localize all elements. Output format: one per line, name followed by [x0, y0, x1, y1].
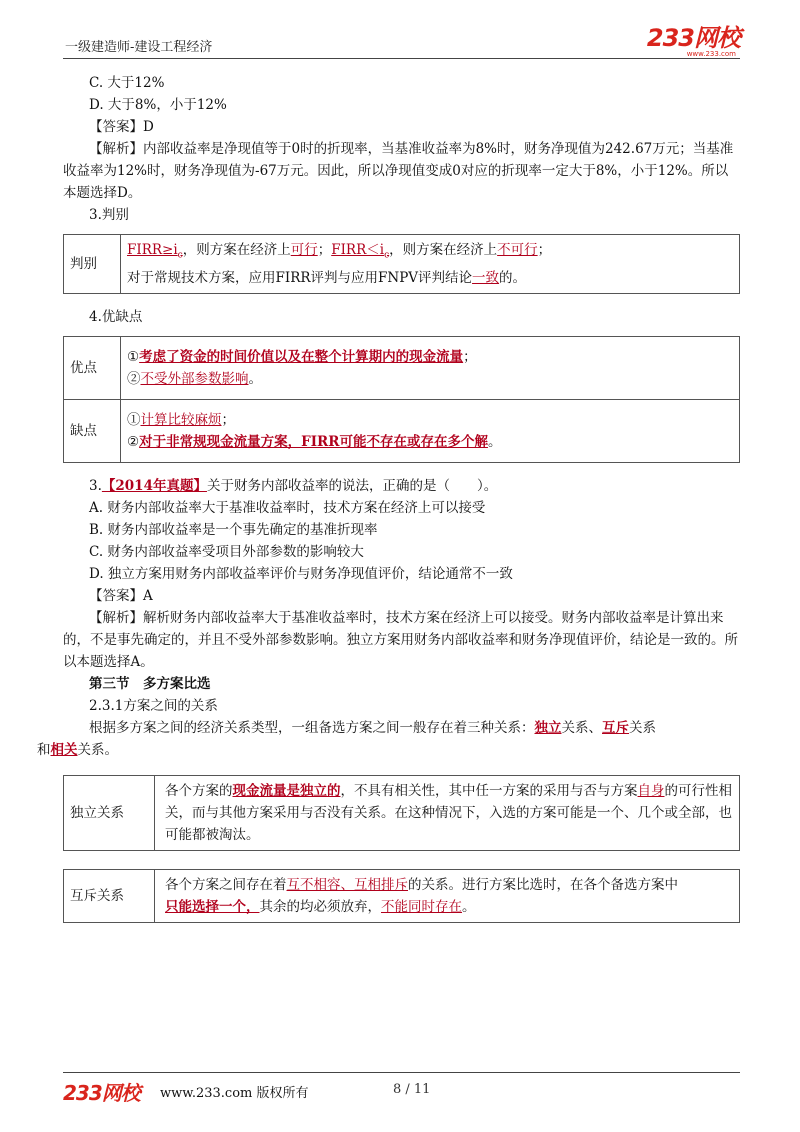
- text: 。: [462, 898, 476, 915]
- analysis-2: [63, 607, 740, 673]
- footer-site: www.233.com 版权所有: [160, 1086, 309, 1101]
- option-d: D. 大于8%，小于12%: [89, 97, 227, 113]
- intro-paragraph: [37, 717, 740, 761]
- sep: 。: [248, 370, 262, 387]
- q3-option-b: B. 财务内部收益率是一个事先确定的基准折现率: [89, 521, 378, 538]
- num: ①: [127, 348, 140, 365]
- pro-2: 不受外部参数影响: [140, 370, 249, 387]
- pros-content: [121, 336, 740, 399]
- proscons-table: [63, 336, 740, 463]
- judge-text: ，则方案在经济上: [182, 242, 291, 258]
- intro-text: 根据多方案之间的经济关系类型，一组备选方案之间一般存在着三种关系：: [89, 719, 535, 736]
- q3-option-d: D. 独立方案用财务内部收益率评价与财务净现值评价，结论通常不一致: [89, 565, 513, 582]
- highlight: 不能同时存在: [381, 898, 462, 915]
- analysis-text: 内部收益率是净现值等于0时的折现率，当基准收益率为8%时，财务净现值为242.67万元；当基准收益率为12%时，财务净现值为-67万元。因此，所以净现值变成0对应的折现率一定大于8%，小于12%。所以本题选择D。: [63, 141, 734, 201]
- page-header: [63, 24, 740, 59]
- infeasible-text: 不可行: [497, 242, 538, 258]
- question-text: 关于财务内部收益率的说法，正确的是（ ）。: [206, 477, 498, 494]
- sep: ；: [221, 411, 235, 428]
- intro-text: 关系: [629, 719, 656, 736]
- cons-label: 缺点: [64, 399, 121, 462]
- highlight: 现金流量是独立的: [232, 782, 341, 799]
- page-content: [37, 72, 740, 935]
- highlight: 互不相容、互相排斥: [286, 876, 408, 893]
- mutex-table: [63, 869, 740, 923]
- option-c: C. 大于12%: [89, 75, 165, 91]
- page-number: 8 / 11: [393, 1082, 431, 1097]
- num: ②: [127, 433, 140, 450]
- judge-label: 判别: [64, 235, 121, 294]
- independent-label: 独立关系: [64, 775, 155, 850]
- sep: ；: [537, 242, 552, 258]
- num: ②: [127, 370, 141, 387]
- q3-option-a: A. 财务内部收益率大于基准收益率时，技术方案在经济上可以接受: [89, 499, 486, 516]
- pro-1: 考虑了资金的时间价值以及在整个计算期内的现金流量: [139, 348, 464, 365]
- sep: ；: [317, 242, 332, 258]
- highlight: 自身: [637, 782, 665, 799]
- feasible-text: 可行: [290, 242, 318, 258]
- answer-1: 【答案】D: [89, 119, 154, 135]
- exam-tag: 【2014年真题】: [101, 477, 207, 494]
- text: 的可行性相关，而与其他方案采用与否没有关系。在这种情况下，入选的方案可能是一个、几个或全部，也可能都被淘汰。: [165, 782, 732, 843]
- analysis-tag: 【解析】: [89, 141, 143, 157]
- judge-content: [121, 235, 740, 294]
- intro-text: 关系。: [77, 741, 118, 758]
- firr-ge: $FIRR\ge i_c$: [127, 242, 183, 261]
- cons-content: [121, 399, 740, 462]
- brand-logo[interactable]: [647, 26, 740, 58]
- header-title: 一级建造师-建设工程经济: [65, 40, 213, 55]
- con-1: 计算比较麻烦: [140, 411, 222, 428]
- mutex-content: [155, 869, 740, 922]
- sep: 。: [487, 433, 502, 450]
- intro-text: 和: [37, 741, 51, 758]
- independent-table: [63, 775, 740, 851]
- section-judge-heading: 3.判别: [89, 207, 129, 223]
- logo-url: www.233.com: [686, 50, 736, 58]
- con-2: 对于非常规现金流量方案，FIRR可能不存在或存在多个解: [139, 433, 488, 450]
- mutex-term: 互斥: [602, 719, 629, 736]
- section-title: 第三节 多方案比选: [89, 675, 211, 692]
- related-term: 相关: [50, 741, 78, 758]
- text: 各个方案之间存在着: [165, 876, 287, 893]
- question-3: [63, 475, 740, 497]
- question-number: 3.: [89, 477, 102, 494]
- independent-content: [155, 775, 740, 850]
- page-footer: [63, 1072, 740, 1103]
- independent-term: 独立: [534, 719, 562, 736]
- text: ，不具有相关性，其中任一方案的采用与否与方案: [340, 782, 638, 799]
- text: 各个方案的: [165, 782, 233, 799]
- judge-table: [63, 234, 740, 294]
- intro-text: 关系、: [561, 719, 602, 736]
- text: 其余的均必须放弃，: [259, 898, 381, 915]
- judge-note: 对于常规技术方案，应用FIRR评判与应用FNPV评判结论: [127, 269, 473, 286]
- answer-2: 【答案】A: [89, 587, 153, 604]
- mutex-label: 互斥关系: [64, 869, 155, 922]
- subsection-title: 2.3.1方案之间的关系: [89, 697, 218, 714]
- judge-note-end: 的。: [499, 269, 527, 286]
- q3-option-c: C. 财务内部收益率受项目外部参数的影响较大: [89, 543, 364, 560]
- highlight: 只能选择一个，: [165, 898, 260, 915]
- pros-label: 优点: [64, 336, 121, 399]
- analysis-tag: 【解析】: [89, 609, 143, 626]
- sep: ；: [463, 348, 477, 365]
- footer-logo[interactable]: 233网校: [63, 1081, 140, 1105]
- firr-lt: $FIRR<i_c$: [331, 242, 390, 261]
- num: ①: [127, 411, 141, 428]
- analysis-text: 解析财务内部收益率大于基准收益率时，技术方案在经济上可以接受。财务内部收益率是计算出来的，不是事先确定的，并且不受外部参数影响。独立方案用财务内部收益率和财务净现值评价，结论是一致的。所以本题选择A。: [63, 609, 738, 670]
- analysis-1: [63, 138, 740, 204]
- section-proscons-heading: 4.优缺点: [89, 308, 143, 325]
- logo-text: 233网校: [646, 24, 740, 52]
- judge-text: ，则方案在经济上: [389, 242, 498, 258]
- text: 的关系。进行方案比选时，在各个备选方案中: [408, 876, 678, 893]
- consistent-text: 一致: [472, 269, 500, 286]
